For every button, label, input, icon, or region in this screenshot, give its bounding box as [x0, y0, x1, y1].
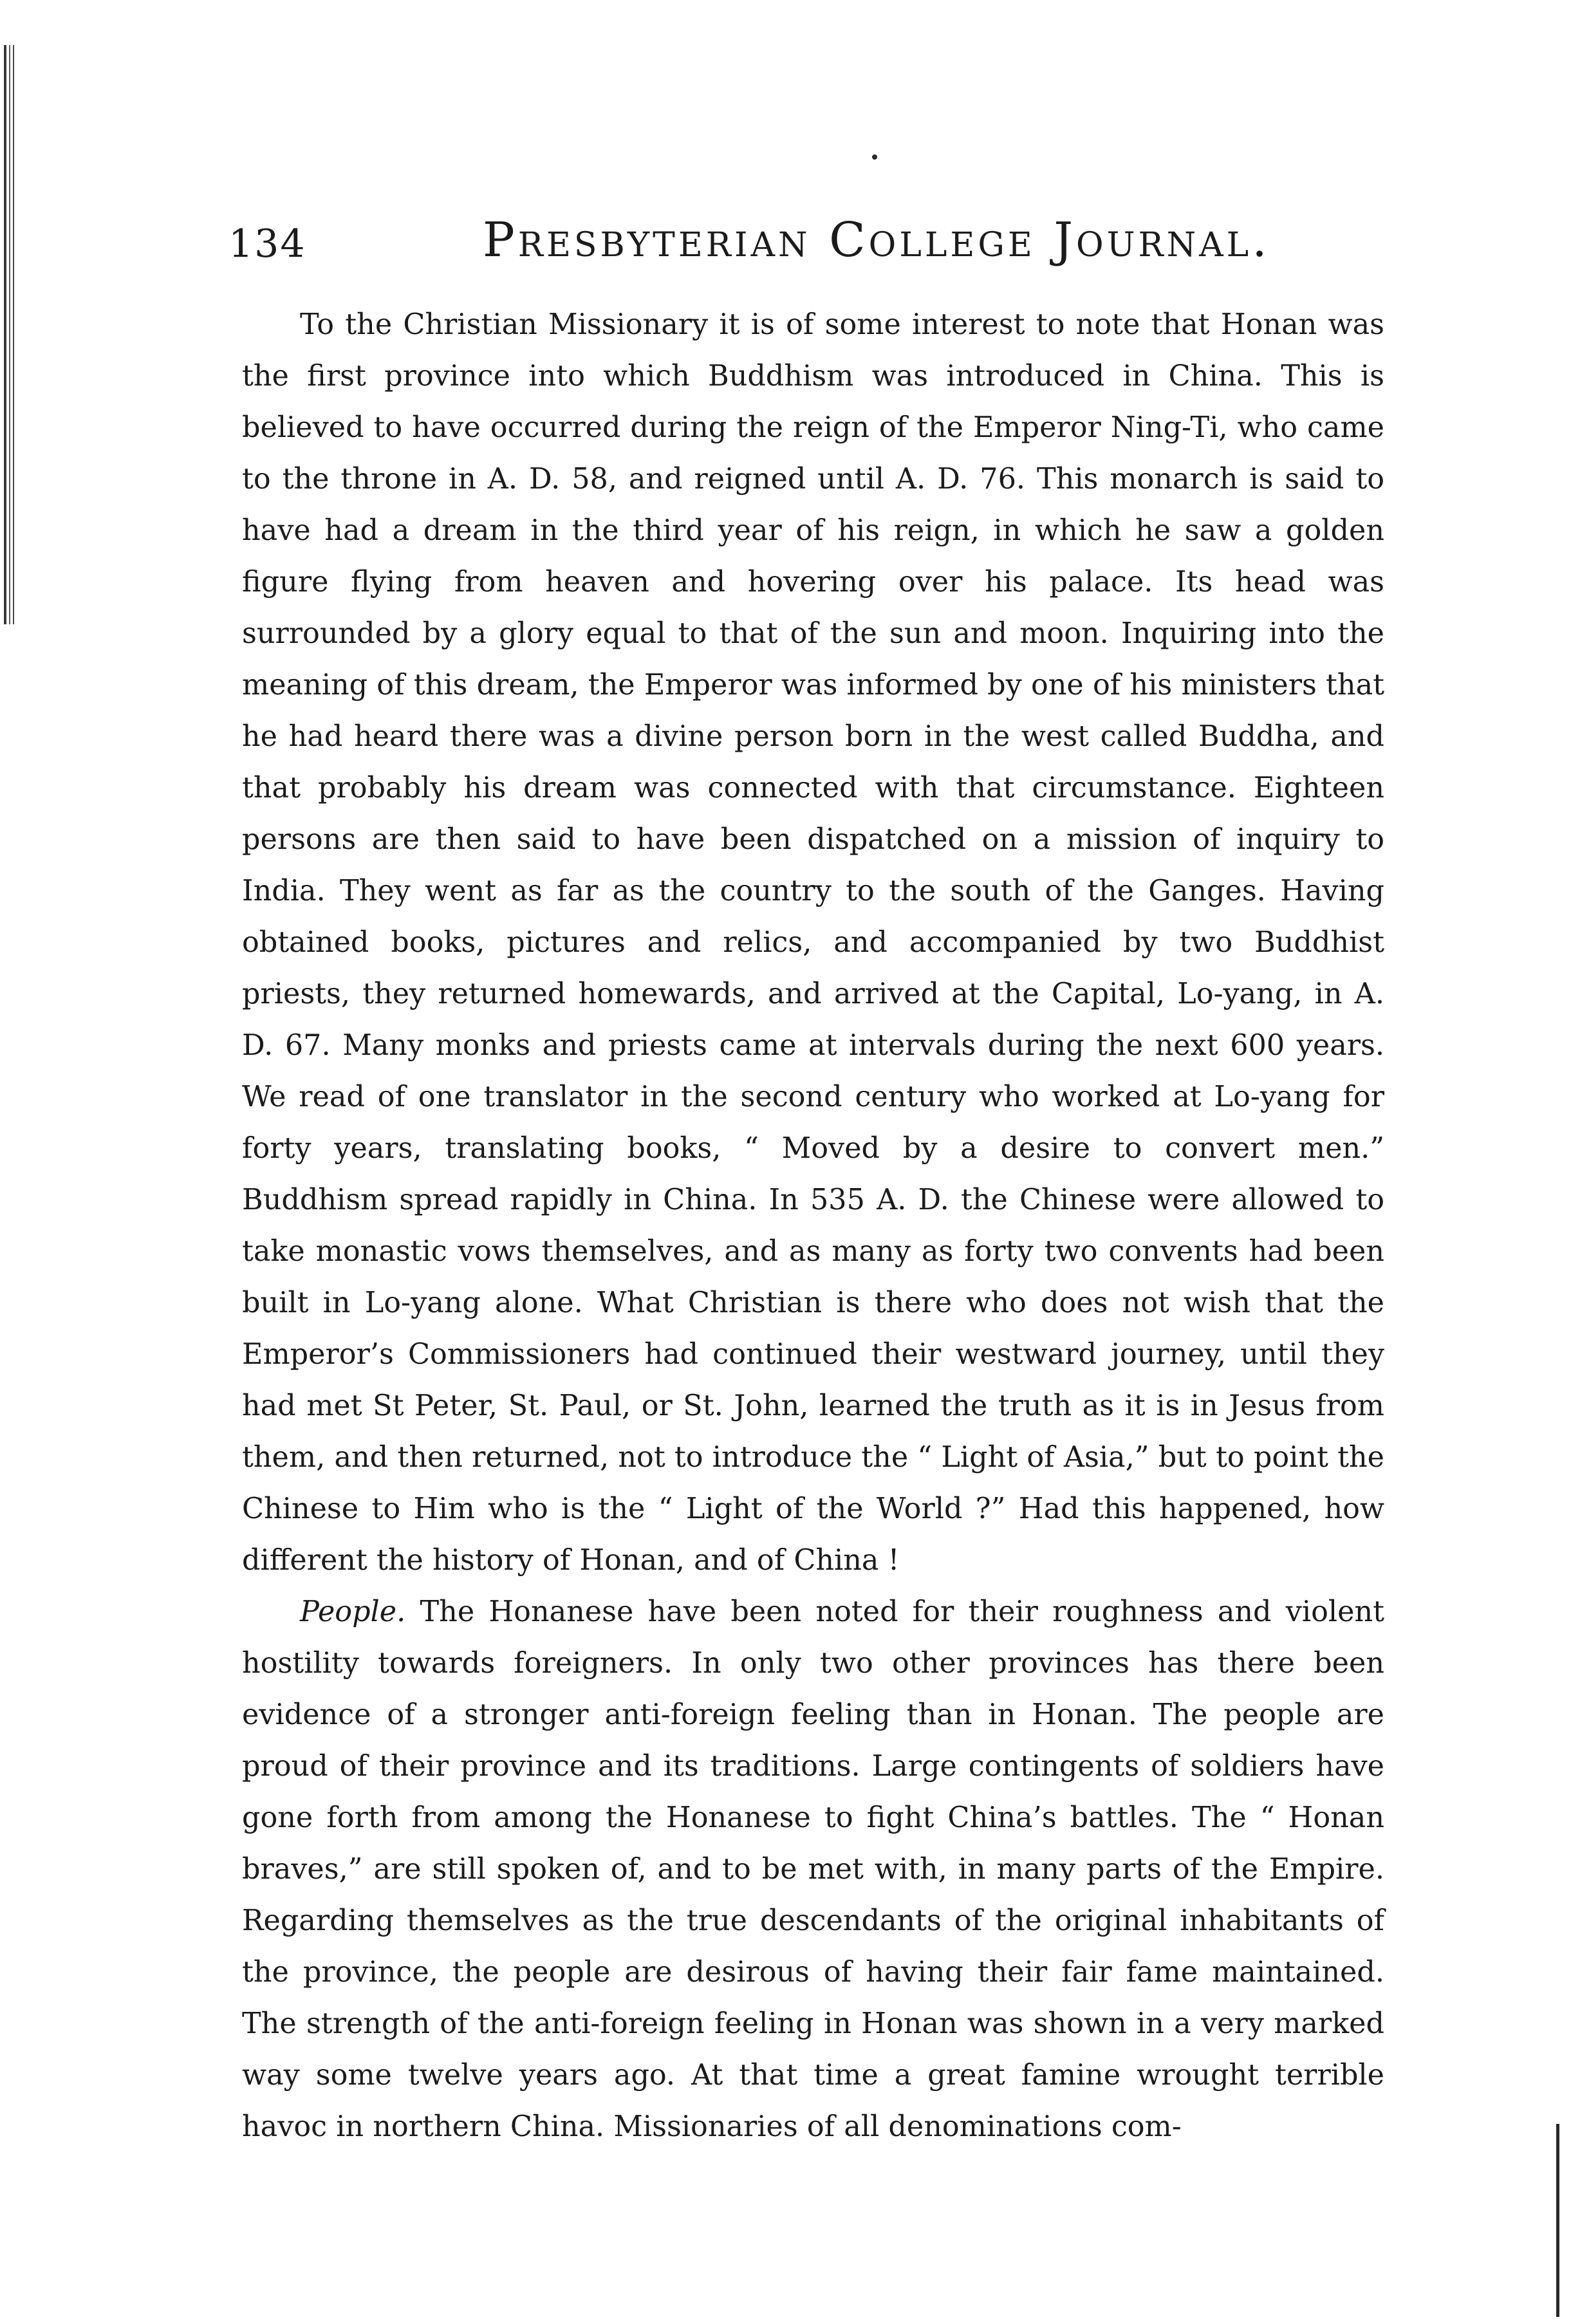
- paragraph-people: [242, 1586, 1384, 2153]
- article-body: [242, 299, 1384, 2153]
- scan-binding-edge: [4, 45, 21, 624]
- scan-edge-right: [1556, 2124, 1559, 2317]
- paragraph-people-text: The Honanese have been noted for their roughness and violent hostility towards foreigners. In only two other provinces has there been evidence of a stronger anti-foreign feeling than in Honan. The people are proud of their province and its traditions. Large contingents of soldiers have gone forth from among the Honanese to fight China’s battles. The “ Honan braves,” are still spoken of, and to be met with, in many parts of the Empire. Regarding themselves as the true descendants of the original inhabitants of the province, the people are desirous of having their fair fame maintained. The strength of the anti-foreign feeling in Honan was shown in a very marked way some twelve years ago. At that time a great famine wrought terrible havoc in northern China. Missionaries of all denominations com-: [242, 1595, 1384, 2143]
- paragraph-lead-people: People.: [300, 1595, 406, 1628]
- journal-title: Presbyterian College Journal.: [483, 212, 1270, 268]
- scan-dot: [872, 154, 877, 160]
- page-number: 134: [228, 221, 306, 266]
- paragraph-buddhism-history: To the Christian Missionary it is of some interest to note that Honan was the first province into which Buddhism was introduced in China. This is believed to have occurred during the reign of the Emperor Ning-Ti, who came to the throne in A. D. 58, and reigned until A. D. 76. This monarch is said to have had a dream in the third year of his reign, in which he saw a golden figure flying from heaven and hovering over his palace. Its head was surrounded by a glory equal to that of the sun and moon. Inquiring into the meaning of this dream, the Emperor was informed by one of his ministers that he had heard there was a divine person born in the west called Buddha, and that probably his dream was connected with that circumstance. Eighteen persons are then said to have been dispatched on a mission of inquiry to India. They went as far as the country to the south of the Ganges. Having obtained books, pictures and relics, and accompanied by two Buddhist priests, they returned homewards, and arrived at the Capital, Lo-yang, in A. D. 67. Many monks and priests came at intervals during the next 600 years. We read of one translator in the second century who worked at Lo-yang for forty years, translating books, “ Moved by a desire to convert men.” Buddhism spread rapidly in China. In 535 A. D. the Chinese were allowed to take monastic vows themselves, and as many as forty two convents had been built in Lo-yang alone. What Christian is there who does not wish that the Emperor’s Commissioners had continued their westward journey, until they had met St Peter, St. Paul, or St. John, learned the truth as it is in Jesus from them, and then returned, not to introduce the “ Light of Asia,” but to point the Chinese to Him who is the “ Light of the World ?” Had this happened, how different the history of Honan, and of China !: [242, 308, 1384, 1577]
- running-head: [228, 212, 1380, 270]
